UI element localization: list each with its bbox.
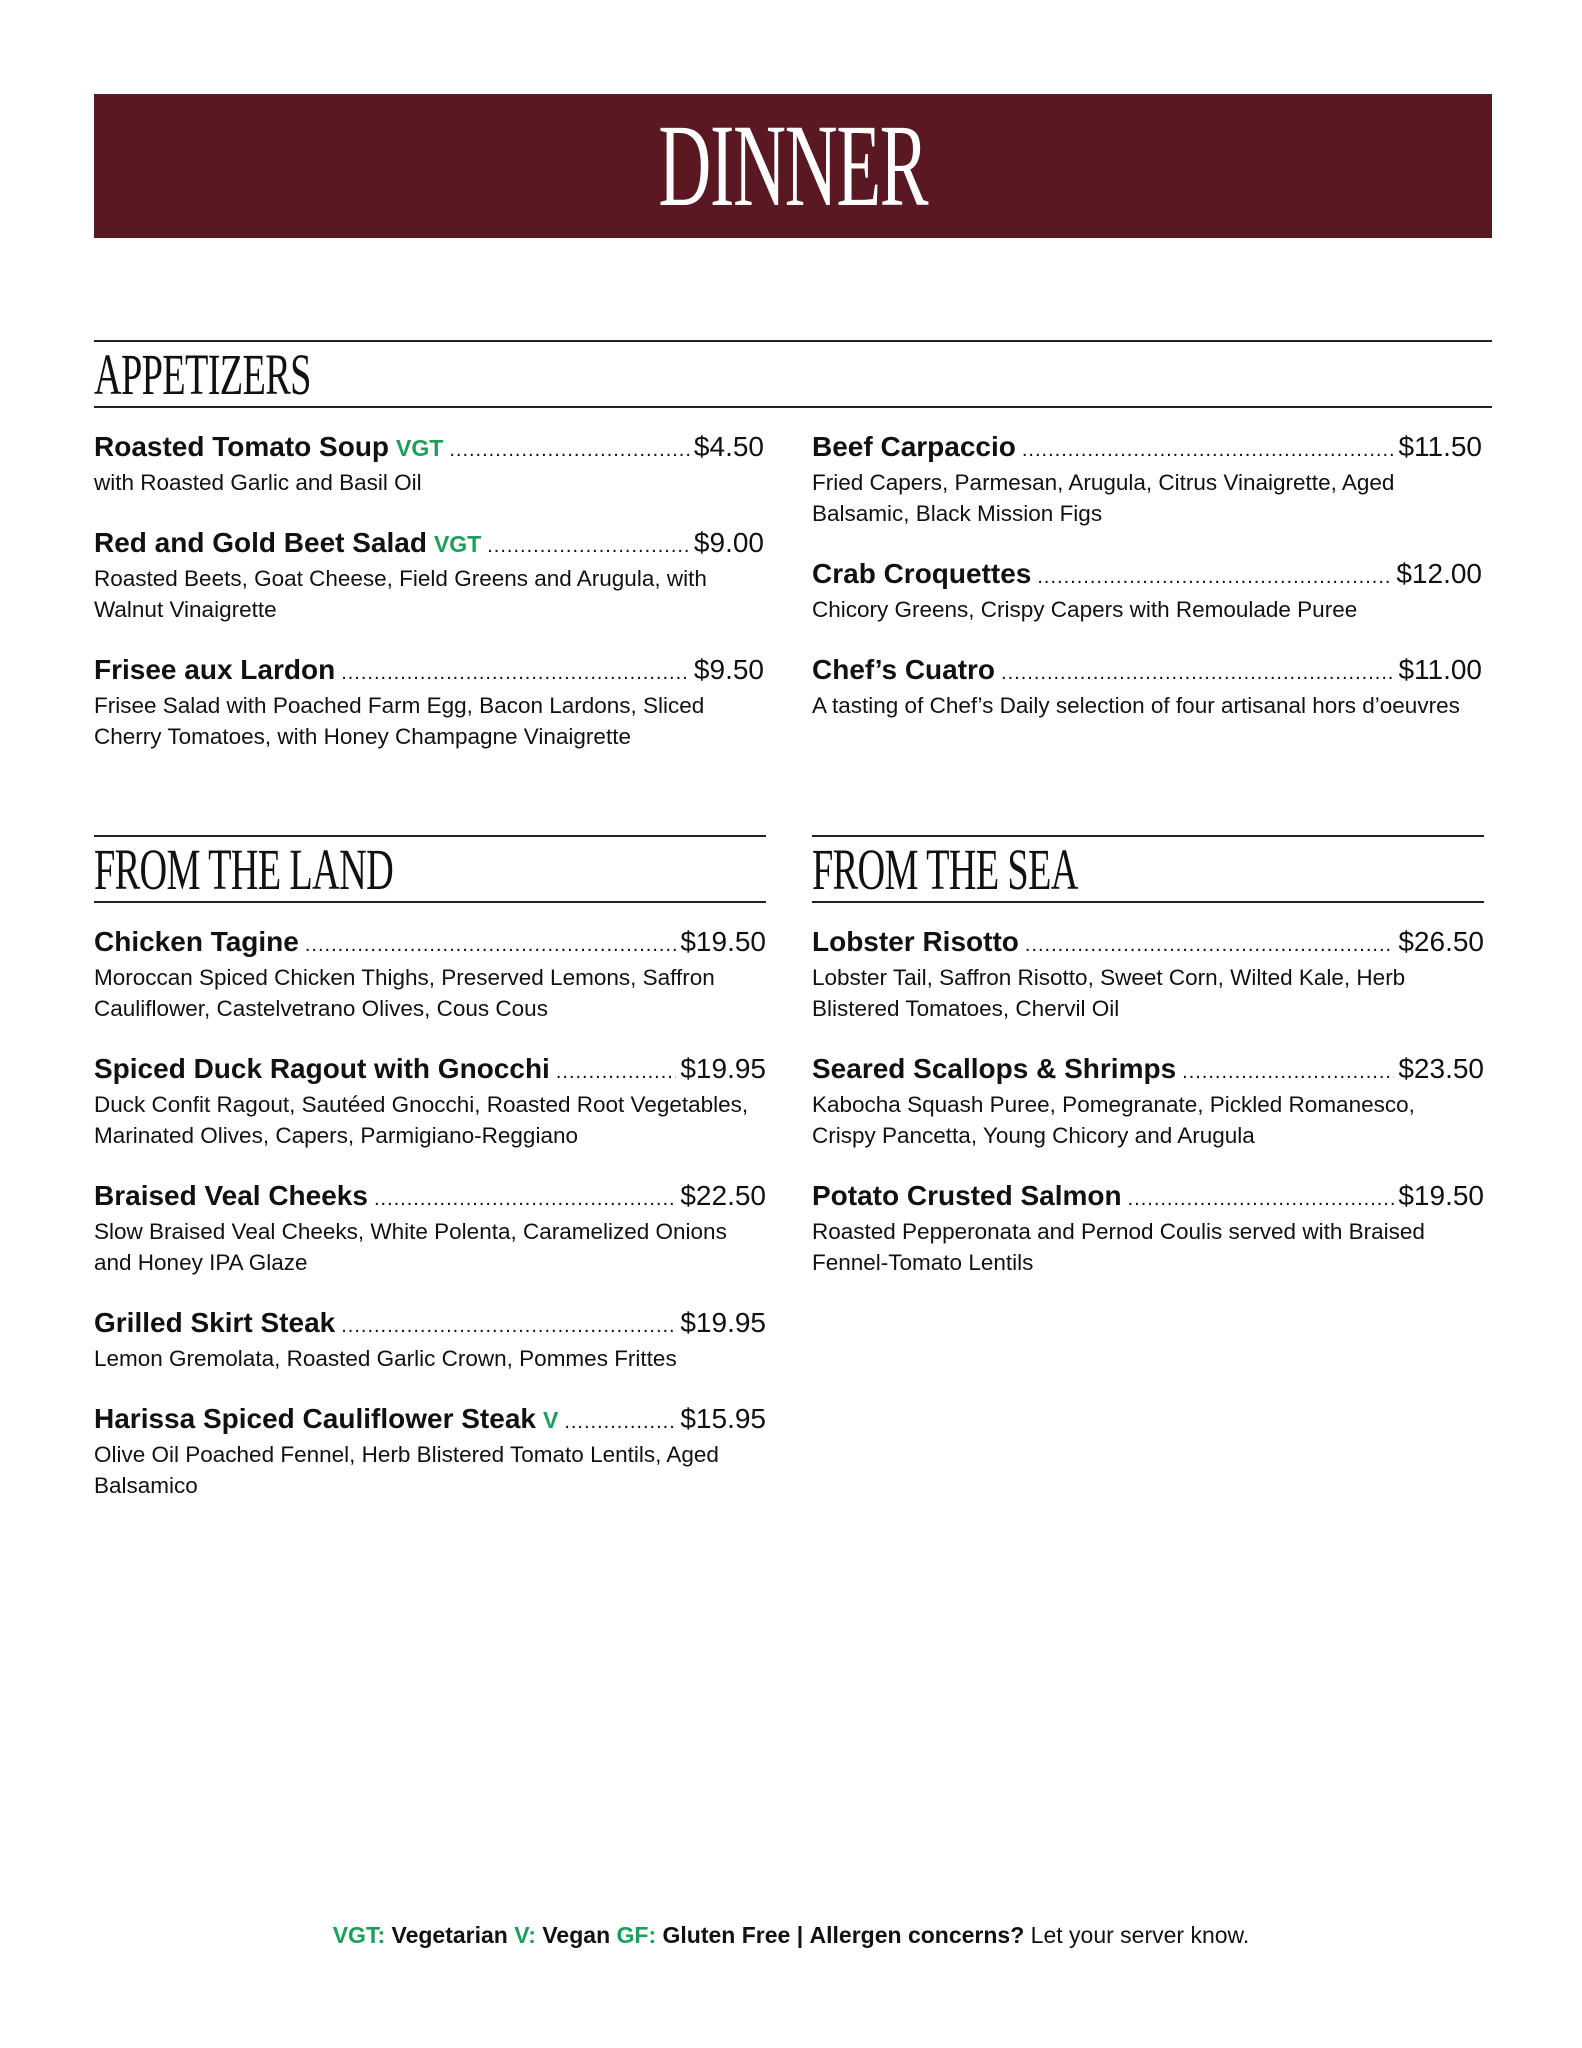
land-list <box>94 925 766 1501</box>
menu-item-price: $4.50 <box>693 431 764 462</box>
dot-leader <box>374 1182 676 1216</box>
allergen-text: Let your server know. <box>1030 1922 1250 1948</box>
menu-item <box>812 1179 1484 1278</box>
dot-leader <box>1001 656 1394 690</box>
page-title: DINNER <box>658 100 928 231</box>
menu-item-line <box>812 925 1484 962</box>
menu-item-line <box>94 1179 766 1216</box>
menu-item-line <box>812 653 1482 690</box>
menu-item-price: $19.50 <box>1398 1180 1484 1211</box>
dot-leader <box>1025 928 1394 962</box>
sea-section <box>812 835 1484 1306</box>
menu-item-name: Chicken Tagine <box>94 926 299 957</box>
menu-item-name: Beef Carpaccio <box>812 431 1016 462</box>
diet-tag: V <box>542 1407 559 1433</box>
menu-item <box>94 430 764 498</box>
menu-item-line <box>94 430 764 467</box>
menu-item <box>812 653 1482 721</box>
dot-leader <box>1128 1182 1395 1216</box>
menu-item-name: Red and Gold Beet Salad <box>94 527 427 558</box>
menu-item <box>94 925 766 1024</box>
menu-item-line <box>94 1402 766 1439</box>
menu-item-price: $9.50 <box>693 654 764 685</box>
menu-item-name: Chef’s Cuatro <box>812 654 996 685</box>
appetizers-title: APPETIZERS <box>94 342 311 407</box>
menu-item-price: $11.50 <box>1398 431 1482 462</box>
vgt-label: Vegetarian <box>391 1922 508 1948</box>
dot-leader <box>1182 1055 1394 1089</box>
menu-item-line <box>94 653 764 690</box>
dot-leader <box>1022 433 1395 467</box>
menu-item <box>812 430 1482 529</box>
menu-item <box>94 1402 766 1501</box>
appetizers-right-column <box>812 430 1482 749</box>
footer-separator: | <box>796 1922 804 1948</box>
menu-item-description: Roasted Pepperonata and Pernod Coulis served with Braised Fennel-Tomato Lentils <box>812 1219 1425 1275</box>
dot-leader <box>1037 560 1392 594</box>
menu-item-price: $19.95 <box>680 1053 766 1084</box>
diet-tag: VGT <box>433 531 482 557</box>
menu-item-name: Harissa Spiced Cauliflower Steak <box>94 1403 536 1434</box>
menu-item <box>94 1052 766 1151</box>
menu-item-name: Roasted Tomato Soup <box>94 431 390 462</box>
dot-leader <box>487 529 690 563</box>
menu-item-description: Frisee Salad with Poached Farm Egg, Bacon Lardons, Sliced Cherry Tomatoes, with Honey Champagne Vinaigrette <box>94 693 705 749</box>
sea-list <box>812 925 1484 1278</box>
menu-item-line <box>94 1306 766 1343</box>
gf-key: GF: <box>616 1922 657 1948</box>
menu-item-description: Roasted Beets, Goat Cheese, Field Greens and Arugula, with Walnut Vinaigrette <box>94 566 707 622</box>
menu-item-line <box>812 1179 1484 1216</box>
menu-item-description: with Roasted Garlic and Basil Oil <box>94 470 422 495</box>
menu-item-line <box>94 1052 766 1089</box>
dot-leader <box>341 656 690 690</box>
appetizers-left-list <box>94 430 764 752</box>
allergen-label: Allergen concerns? <box>809 1922 1025 1948</box>
sea-header <box>812 835 1484 903</box>
menu-item <box>94 1306 766 1374</box>
land-section <box>94 835 766 1529</box>
dot-leader <box>564 1405 676 1439</box>
menu-item-name: Seared Scallops & Shrimps <box>812 1053 1177 1084</box>
menu-item-description: Slow Braised Veal Cheeks, White Polenta, Caramelized Onions and Honey IPA Glaze <box>94 1219 727 1275</box>
menu-item-description: Olive Oil Poached Fennel, Herb Blistered Tomato Lentils, Aged Balsamico <box>94 1442 719 1498</box>
legend-footer <box>0 1920 1582 1950</box>
vgt-key: VGT: <box>332 1922 386 1948</box>
menu-item-price: $12.00 <box>1396 558 1482 589</box>
sea-title: FROM THE SEA <box>812 837 1078 902</box>
menu-item-name: Lobster Risotto <box>812 926 1019 957</box>
menu-item-line <box>94 925 766 962</box>
appetizers-header <box>94 340 1492 408</box>
appetizers-left-column <box>94 430 764 780</box>
menu-item-description: A tasting of Chef’s Daily selection of four artisanal hors d’oeuvres <box>812 693 1460 718</box>
menu-item-price: $19.50 <box>680 926 766 957</box>
menu-item-name: Frisee aux Lardon <box>94 654 336 685</box>
menu-item-price: $23.50 <box>1398 1053 1484 1084</box>
menu-item-price: $19.95 <box>680 1307 766 1338</box>
menu-item-description: Lobster Tail, Saffron Risotto, Sweet Corn, Wilted Kale, Herb Blistered Tomatoes, Chervil Oil <box>812 965 1406 1021</box>
menu-item-price: $9.00 <box>693 527 764 558</box>
diet-tag: VGT <box>396 435 444 461</box>
menu-item-price: $11.00 <box>1398 654 1482 685</box>
menu-item-price: $22.50 <box>680 1180 766 1211</box>
menu-item-line <box>812 1052 1484 1089</box>
v-key: V: <box>514 1922 536 1948</box>
menu-item <box>94 1179 766 1278</box>
land-header <box>94 835 766 903</box>
menu-item-line <box>94 526 764 563</box>
appetizers-right-list <box>812 430 1482 721</box>
menu-item <box>812 1052 1484 1151</box>
v-label: Vegan <box>542 1922 611 1948</box>
menu-item-name: Crab Croquettes <box>812 558 1032 589</box>
appetizers-section <box>94 340 1492 408</box>
menu-item-price: $15.95 <box>680 1403 766 1434</box>
menu-item <box>94 526 764 625</box>
menu-item <box>812 925 1484 1024</box>
menu-item-description: Duck Confit Ragout, Sautéed Gnocchi, Roasted Root Vegetables, Marinated Olives, Capers, Parmigiano-Reggiano <box>94 1092 749 1148</box>
dot-leader <box>305 928 677 962</box>
menu-item-name: Braised Veal Cheeks <box>94 1180 368 1211</box>
menu-item-line <box>812 557 1482 594</box>
menu-item <box>94 653 764 752</box>
dot-leader <box>341 1309 676 1343</box>
menu-item-name: Spiced Duck Ragout with Gnocchi <box>94 1053 550 1084</box>
menu-item-description: Lemon Gremolata, Roasted Garlic Crown, Pommes Frittes <box>94 1346 677 1371</box>
land-title: FROM THE LAND <box>94 837 394 902</box>
gf-label: Gluten Free <box>662 1922 791 1948</box>
menu-item-description: Kabocha Squash Puree, Pomegranate, Pickled Romanesco, Crispy Pancetta, Young Chicory and Arugula <box>812 1092 1415 1148</box>
dot-leader <box>449 433 690 467</box>
menu-item-name: Grilled Skirt Steak <box>94 1307 336 1338</box>
dinner-banner <box>94 94 1492 238</box>
menu-item-description: Chicory Greens, Crispy Capers with Remoulade Puree <box>812 597 1358 622</box>
menu-item-name: Potato Crusted Salmon <box>812 1180 1122 1211</box>
menu-item-line <box>812 430 1482 467</box>
menu-item <box>812 557 1482 625</box>
menu-item-description: Fried Capers, Parmesan, Arugula, Citrus Vinaigrette, Aged Balsamic, Black Mission Figs <box>812 470 1395 526</box>
menu-item-description: Moroccan Spiced Chicken Thighs, Preserved Lemons, Saffron Cauliflower, Castelvetrano Olives, Cous Cous <box>94 965 715 1021</box>
menu-item-price: $26.50 <box>1398 926 1484 957</box>
dot-leader <box>556 1055 677 1089</box>
